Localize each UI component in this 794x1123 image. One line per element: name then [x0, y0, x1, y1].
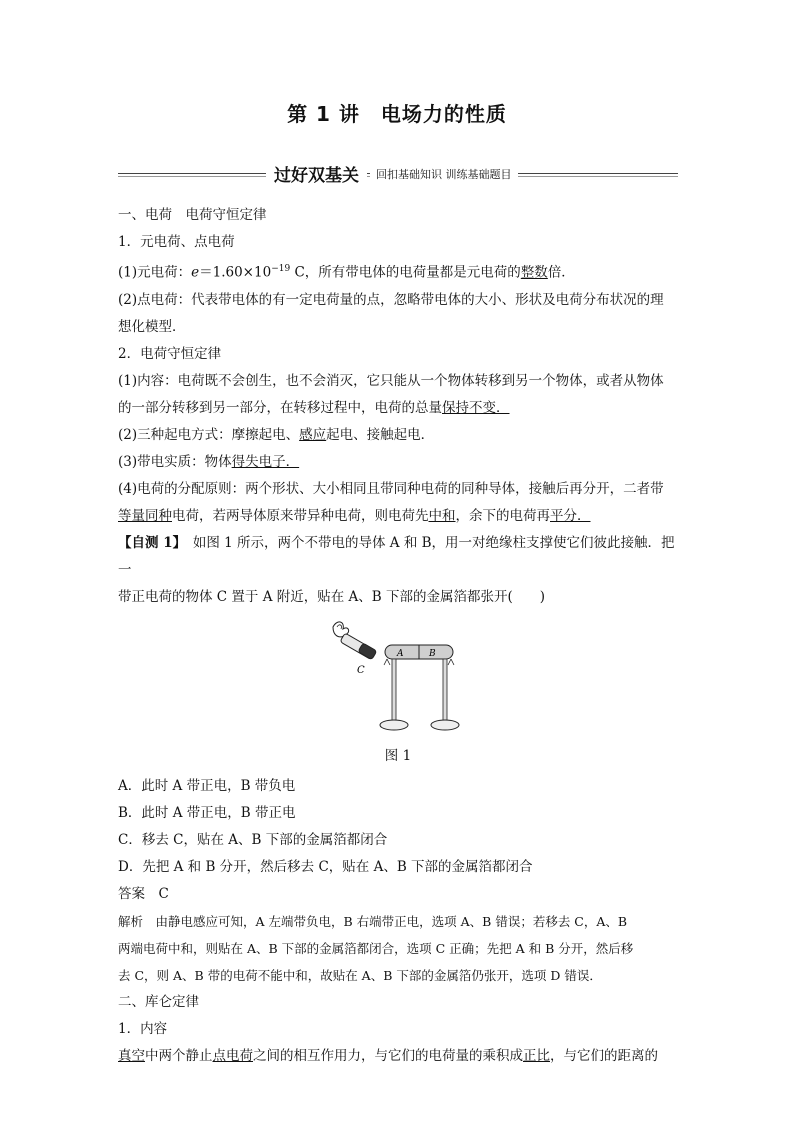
answer: 答案 C: [118, 885, 169, 902]
banner-label: 过好双基关: [266, 161, 367, 186]
option-a: A．此时 A 带正电，B 带负电: [118, 777, 296, 794]
paragraph-elementary-charge: (1)元电荷：$e=1.60\times 10^{-19}$ C，所有带电体的电荷量都是元电荷的整数倍．: [118, 264, 575, 281]
paragraph-charging-methods: (2)三种起电方式：摩擦起电、感应起电、接触起电．: [118, 426, 435, 443]
explanation-line-1: 解析 由静电感应可知，A 左端带负电，B 右端带正电，选项 A、B 错误；若移去 C，A、B: [118, 913, 628, 929]
paragraph-conservation-cont: 的一部分转移到另一部分，在转移过程中，电荷的总量保持不变．: [118, 399, 510, 416]
insulating-stands: [380, 659, 459, 730]
paragraph-coulomb: 真空中两个静止点电荷之间的相互作用力，与它们的电荷量的乘积成正比，与它们的距离的: [118, 1047, 658, 1064]
page-title: 第 1 讲 电场力的性质: [287, 102, 507, 126]
question-line-2: 带正电荷的物体 C 置于 A 附近，贴在 A、B 下部的金属箔都张开( ): [118, 588, 546, 605]
explanation-line-2: 两端电荷中和，则贴在 A、B 下部的金属箔都闭合，选项 C 正确；先把 A 和 B 分开，然后移: [118, 940, 634, 956]
option-c: C．移去 C，贴在 A、B 下部的金属箔都闭合: [118, 831, 388, 848]
document-body: [118, 202, 678, 1070]
paragraph-point-charge-cont: 想化模型．: [118, 318, 186, 335]
paragraph-charging-essence: (3)带电实质：物体得失电子．: [118, 453, 300, 470]
question-line-1: 【自测 1】 如图 1 所示，两个不带电的导体 A 和 B，用一对绝缘柱支撑使它们彼此接触．把一: [118, 534, 675, 578]
explanation-line-3: 去 C，则 A、B 带的电荷不能中和，故贴在 A、B 下部的金属箔仍张开，选项 D 错误．: [118, 967, 602, 983]
subheading-1-2: 2．电荷守恒定律: [118, 345, 222, 362]
paragraph-conservation: (1)内容：电荷既不会创生，也不会消灭，它只能从一个物体转移到另一个物体，或者从物体: [118, 372, 664, 389]
figure-1: [118, 615, 678, 745]
paragraph-distribution: (4)电荷的分配原则：两个形状、大小相同且带同种电荷的同种导体，接触后再分开，二者带: [118, 480, 664, 497]
paragraph-distribution-cont: 等量同种电荷，若两导体原来带异种电荷，则电荷先中和，余下的电荷再平分．: [118, 507, 591, 524]
section-heading-2: 二、库仑定律: [118, 993, 199, 1010]
figure-caption: 图 1: [384, 747, 412, 764]
option-d: D．先把 A 和 B 分开，然后移去 C，贴在 A、B 下部的金属箔都闭合: [118, 858, 533, 875]
conductor-diagram: [323, 615, 473, 743]
subheading-1-1: 1．元电荷、点电荷: [118, 234, 235, 250]
label-c: C: [357, 664, 365, 676]
paragraph-point-charge: (2)点电荷：代表带电体的有一定电荷量的点，忽略带电体的大小、形状及电荷分布状况的理: [118, 291, 664, 308]
subheading-2-1: 1．内容: [118, 1020, 168, 1037]
label-b: B: [429, 648, 436, 659]
section-heading-1: 一、电荷 电荷守恒定律: [118, 207, 267, 223]
question-tag: 【自测 1】: [118, 534, 180, 551]
option-b: B．此时 A 带正电，B 带正电: [118, 804, 296, 821]
charged-rod-c: [333, 621, 377, 675]
banner-subtitle: 回扣基础知识 训练基础题目: [370, 166, 518, 182]
section-banner: [118, 158, 678, 188]
label-a: A: [397, 648, 404, 659]
